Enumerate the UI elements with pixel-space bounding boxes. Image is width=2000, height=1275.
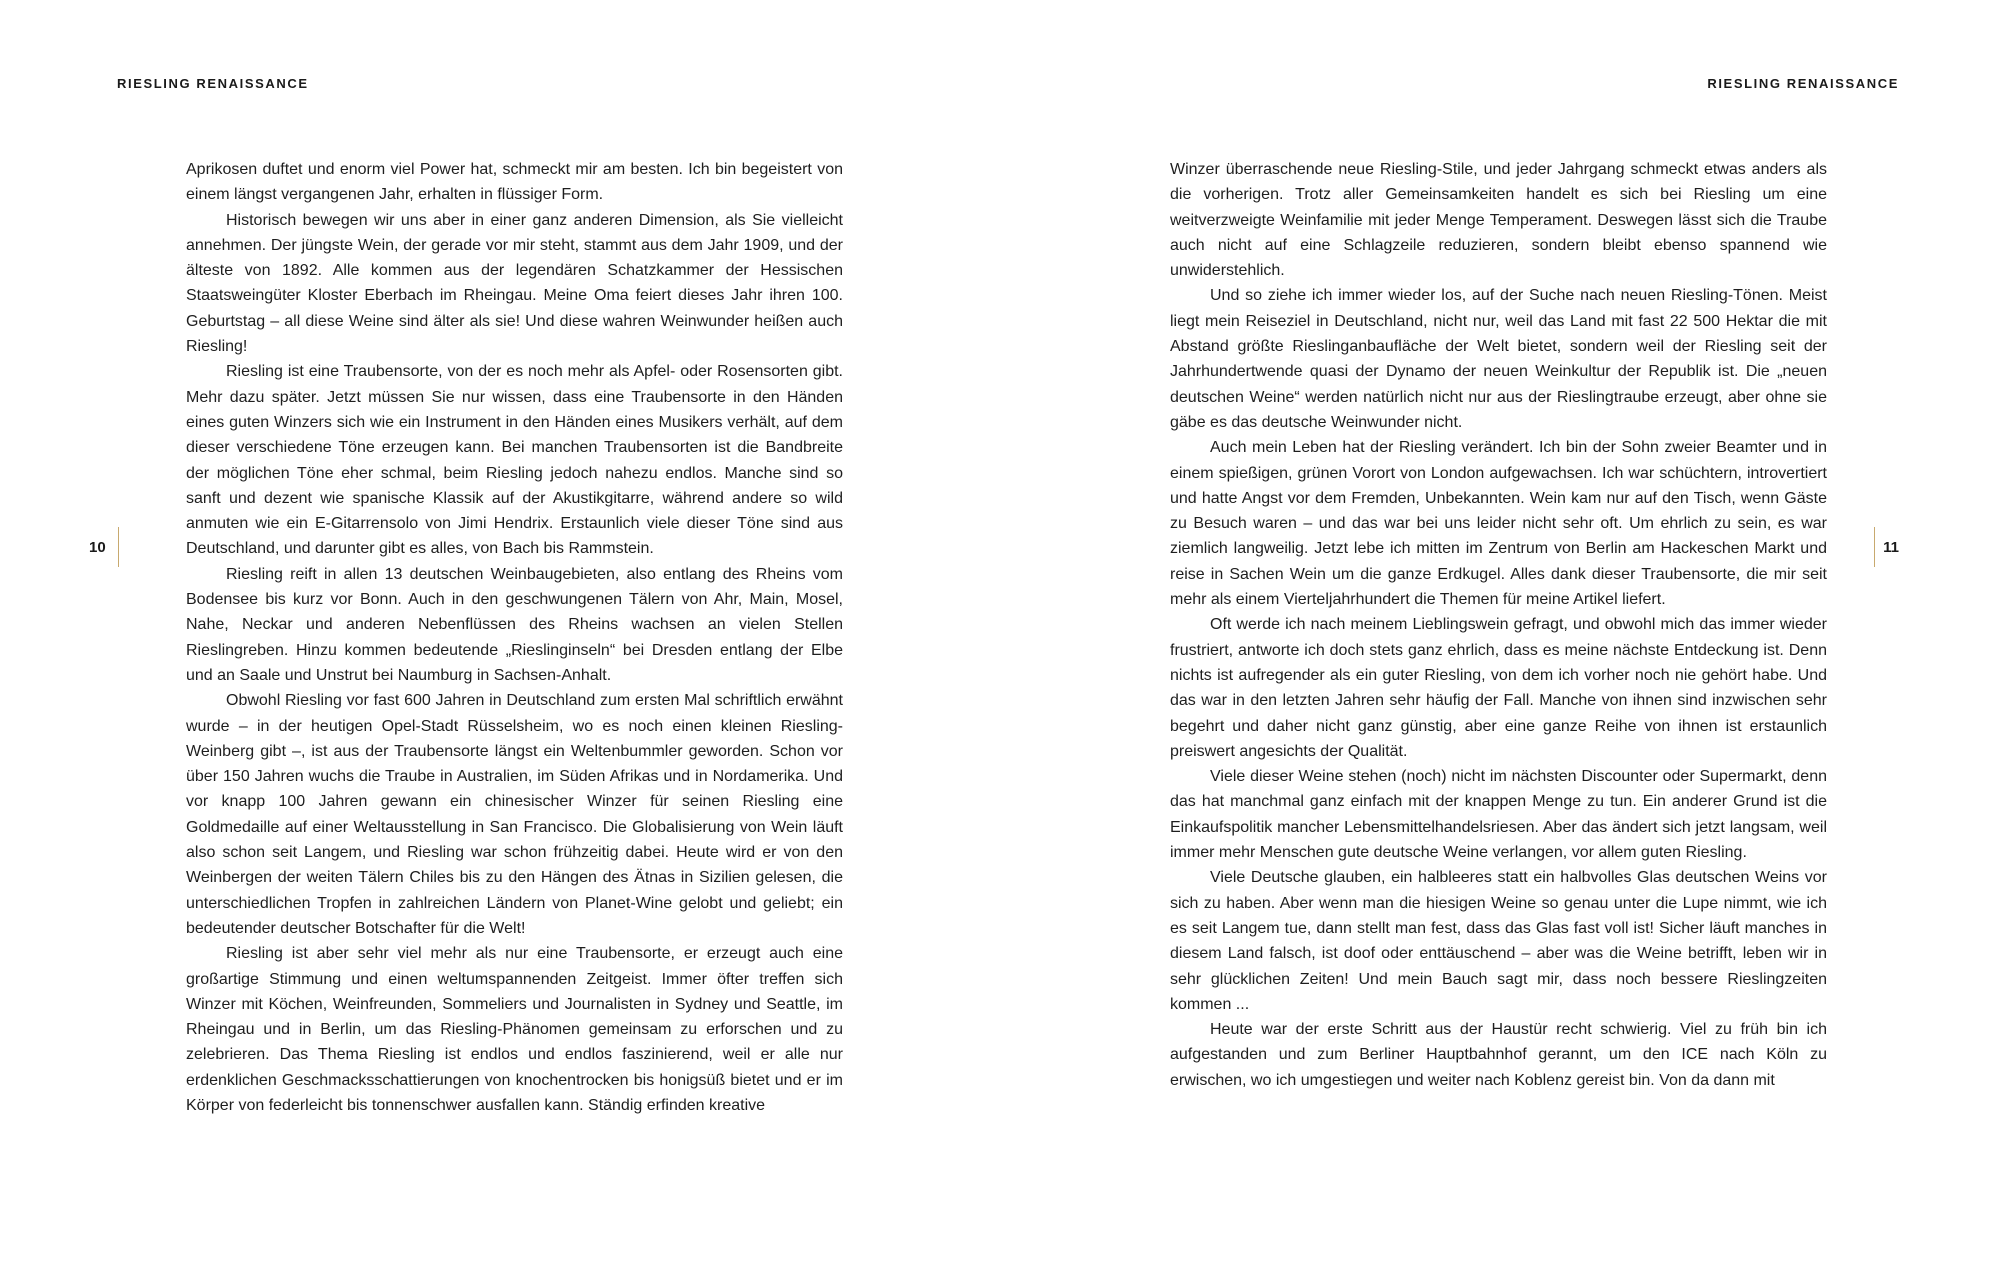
paragraph: Oft werde ich nach meinem Lieblingswein gefragt, und obwohl mich das immer wieder frustriert, antworte ich doch stets ganz ehrlich, dass es meine nächste Entdeckung ist. Denn nichts ist aufregender als ein guter Riesling, von dem ich vorher noch nie gehört habe. Und das war in den letzten Jahren sehr häufig der Fall. Manche von ihnen sind inzwischen sehr begehrt und daher nicht ganz günstig, aber eine ganze Reihe von ihnen ist erstaunlich preiswert angesichts der Qualität.	[1170, 616, 1827, 760]
body-text	[1170, 157, 1827, 1093]
body-text	[186, 157, 843, 1118]
paragraph: Und so ziehe ich immer wieder los, auf der Suche nach neuen Riesling-Tönen. Meist liegt mein Reiseziel in Deutschland, nicht nur, weil das Land mit fast 22 500 Hektar die mit Abstand größte Rieslinganbaufläche der Welt bietet, sondern weil der Riesling seit der Jahrhundertwende quasi der Dynamo der neuen Weinkultur der Republik ist. Die „neuen deutschen Weine“ werden natürlich nicht nur aus der Rieslingtraube erzeugt, aber ohne sie gäbe es das deutsche Weinwunder nicht.	[1170, 287, 1827, 431]
page-number: 11	[1883, 539, 1899, 556]
paragraph: Heute war der erste Schritt aus der Haustür recht schwierig. Viel zu früh bin ich aufgestanden und zum Berliner Hauptbahnhof gerannt, um den ICE nach Köln zu erwischen, wo ich umgestiegen und weiter nach Koblenz gereist bin. Von da dann mit	[1170, 1021, 1827, 1089]
paragraph: Riesling reift in allen 13 deutschen Weinbaugebieten, also entlang des Rheins vom Bodensee bis kurz vor Bonn. Auch in den geschwungenen Tälern von Ahr, Main, Mosel, Nahe, Neckar und anderen Nebenflüssen des Rheins wachsen an vielen Stellen Rieslingreben. Hinzu kommen bedeutende „Rieslinginseln“ bei Dresden entlang der Elbe und an Saale und Unstrut bei Naumburg in Sachsen-Anhalt.	[186, 565, 843, 684]
paragraph: Aprikosen duftet und enorm viel Power hat, schmeckt mir am besten. Ich bin begeistert von einem längst vergangenen Jahr, erhalten in flüssiger Form.	[186, 161, 843, 204]
paragraph: Obwohl Riesling vor fast 600 Jahren in Deutschland zum ersten Mal schriftlich erwähnt wurde – in der heutigen Opel-Stadt Rüsselsheim, wo es noch einen kleinen Riesling-Weinberg gibt –, ist aus der Traubensorte längst ein Weltenbummler geworden. Schon vor über 150 Jahren wuchs die Traube in Australien, im Süden Afrikas und in Nordamerika. Und vor knapp 100 Jahren gewann ein chinesischer Winzer für seinen Riesling eine Goldmedaille auf einer Weltausstellung in San Francisco. Die Globalisierung von Wein läuft also schon seit Langem, und Riesling war schon frühzeitig dabei. Heute wird er von den Weinbergen der weiten Tälern Chiles bis zu den Hängen des Ätnas in Sizilien gelesen, die unterschiedlichen Tropfen in zahlreichen Ländern von Planet-Wine gelobt und geliebt; ein bedeutender deutscher Botschafter für die Welt!	[186, 692, 843, 937]
paragraph: Viele dieser Weine stehen (noch) nicht im nächsten Discounter oder Supermarkt, denn das hat manchmal ganz einfach mit der knappen Menge zu tun. Ein anderer Grund ist die Einkaufspolitik mancher Lebensmittelhandelsriesen. Aber das ändert sich jetzt langsam, weil immer mehr Menschen gute deutsche Weine verlangen, vor allem guten Riesling.	[1170, 768, 1827, 862]
running-head: RIESLING RENAISSANCE	[117, 76, 309, 91]
page-number-rule	[118, 527, 119, 567]
paragraph: Winzer überraschende neue Riesling-Stile, und jeder Jahrgang schmeckt etwas anders als die vorherigen. Trotz aller Gemeinsamkeiten handelt es sich bei Riesling um eine weitverzweigte Weinfamilie mit jeder Menge Temperament. Deswegen lässt sich die Traube auch nicht auf eine Schlagzeile reduzieren, sondern bleibt ebenso spannend wie unwiderstehlich.	[1170, 161, 1827, 280]
paragraph: Viele Deutsche glauben, ein halbleeres statt ein halbvolles Glas deutschen Weins vor sich zu haben. Aber wenn man die hiesigen Weine so genau unter die Lupe nimmt, wie ich es seit Langem tue, dann stellt man fest, dass das Glas fast voll ist! Sicher läuft manches in diesem Land falsch, ist doof oder enttäuschend – aber was die Weine betrifft, leben wir in sehr glücklichen Zeiten! Und mein Bauch sagt mir, dass noch bessere Rieslingzeiten kommen ...	[1170, 869, 1827, 1013]
running-head: RIESLING RENAISSANCE	[1707, 76, 1899, 91]
paragraph: Riesling ist eine Traubensorte, von der es noch mehr als Apfel- oder Rosensorten gibt. Mehr dazu später. Jetzt müssen Sie nur wissen, dass eine Traubensorte in den Händen eines guten Winzers sich wie ein Instrument in den Händen eines Musikers verhält, auf dem dieser verschiedene Töne erzeugen kann. Bei manchen Traubensorten ist die Bandbreite der möglichen Töne eher schmal, beim Riesling jedoch nahezu endlos. Manche sind so sanft und dezent wie spanische Klassik auf der Akustikgitarre, während andere so wild anmuten wie ein E-Gitarrensolo von Jimi Hendrix. Erstaunlich viele dieser Töne sind aus Deutschland, und darunter gibt es alles, von Bach bis Rammstein.	[186, 363, 843, 558]
right-page	[1000, 0, 2000, 1275]
page-number: 10	[89, 539, 106, 556]
page-number-rule	[1874, 527, 1875, 567]
paragraph: Historisch bewegen wir uns aber in einer ganz anderen Dimension, als Sie vielleicht annehmen. Der jüngste Wein, der gerade vor mir steht, stammt aus dem Jahr 1909, und der älteste von 1892. Alle kommen aus der legendären Schatzkammer der Hessischen Staatsweingüter Kloster Eberbach im Rheingau. Meine Oma feiert dieses Jahr ihren 100. Geburtstag – all diese Weine sind älter als sie! Und diese wahren Weinwunder heißen auch Riesling!	[186, 211, 843, 356]
paragraph: Auch mein Leben hat der Riesling verändert. Ich bin der Sohn zweier Beamter und in einem spießigen, grünen Vorort von London aufgewachsen. Ich war schüchtern, introvertiert und hatte Angst vor dem Fremden, Unbekannten. Wein kam nur auf den Tisch, wenn Gäste zu Besuch waren – und das war bei uns leider nicht sehr oft. Um ehrlich zu sein, es war ziemlich langweilig. Jetzt lebe ich mitten im Zentrum von Berlin am Hackeschen Markt und reise in Sachen Wein um die ganze Erdkugel. Alles dank dieser Traubensorte, die mir seit mehr als einem Vierteljahrhundert die Themen für meine Artikel liefert.	[1170, 439, 1827, 609]
paragraph: Riesling ist aber sehr viel mehr als nur eine Traubensorte, er erzeugt auch eine großartige Stimmung und einen weltumspannenden Zeitgeist. Immer öfter treffen sich Winzer mit Köchen, Weinfreunden, Sommeliers und Journalisten in Sydney und Seattle, im Rheingau und in Berlin, um das Riesling-Phänomen gemeinsam zu erforschen und zu zelebrieren. Das Thema Riesling ist endlos und endlos faszinierend, weil er alle nur erdenklichen Geschmacksschattierungen von knochentrocken bis honigsüß bietet und er im Körper von federleicht bis tonnenschwer ausfallen kann. Ständig erfinden kreative	[186, 945, 843, 1114]
